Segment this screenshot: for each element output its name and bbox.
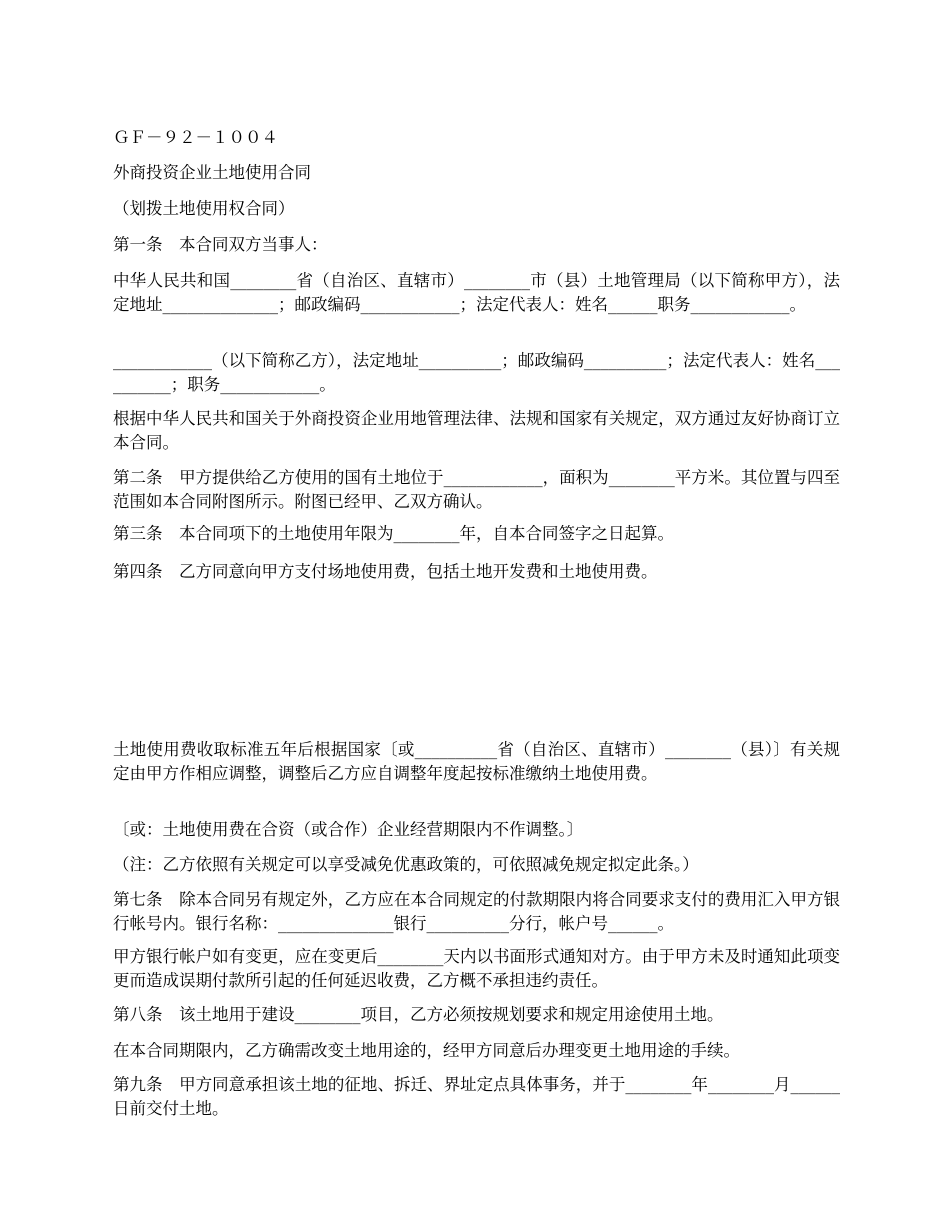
party-b-paragraph: ____________（以下简称乙方），法定地址__________；邮政编码__________；法定代表人：姓名__________；职务____________。 bbox=[113, 351, 840, 394]
bank-change-paragraph: 甲方银行帐户如有变更，应在变更后________天内以书面形式通知对方。由于甲方未及时通知此项变更而造成误期付款所引起的任何延迟收费，乙方概不承担违约责任。 bbox=[113, 947, 840, 990]
party-a-paragraph: 中华人民共和国________省（自治区、直辖市）________市（县）土地管理局（以下简称甲方），法定地址______________；邮政编码____________；法定代表人：姓名______职务____________。 bbox=[113, 271, 840, 314]
article-2-paragraph: 第二条 甲方提供给乙方使用的国有土地位于____________，面积为________平方米。其位置与四至范围如本合同附图所示。附图已经甲、乙双方确认。 bbox=[113, 468, 840, 511]
article-9-paragraph: 第九条 甲方同意承担该土地的征地、拆迁、界址定点具体事务，并于________年________月______日前交付土地。 bbox=[113, 1075, 840, 1118]
article-3-paragraph: 第三条 本合同项下的土地使用年限为________年，自本合同签字之日起算。 bbox=[113, 524, 674, 543]
article-1-heading: 第一条 本合同双方当事人： bbox=[113, 235, 328, 254]
note-paragraph: （注：乙方依照有关规定可以享受减免优惠政策的，可依照减免规定拟定此条。） bbox=[113, 855, 699, 874]
fee-no-adjustment-paragraph: 〔或：土地使用费在合资（或合作）企业经营期限内不作调整。〕 bbox=[113, 820, 584, 839]
land-use-change-paragraph: 在本合同期限内，乙方确需改变土地用途的，经甲方同意后办理变更土地用途的手续。 bbox=[113, 1041, 740, 1060]
article-8-paragraph: 第八条 该土地用于建设________项目，乙方必须按规划要求和规定用途使用土地。 bbox=[113, 1005, 724, 1024]
document-code: ＧＦ－９２－１００４ bbox=[113, 128, 278, 147]
fee-adjustment-paragraph: 土地使用费收取标准五年后根据国家〔或__________省（自治区、直辖市）________（县）〕有关规定由甲方作相应调整，调整后乙方应自调整年度起按标准缴纳土地使用费。 bbox=[113, 740, 840, 783]
document-subtitle: （划拨土地使用权合同） bbox=[113, 199, 295, 218]
article-4-paragraph: 第四条 乙方同意向甲方支付场地使用费，包括土地开发费和土地使用费。 bbox=[113, 562, 658, 581]
document-title: 外商投资企业土地使用合同 bbox=[113, 163, 311, 182]
preamble-paragraph: 根据中华人民共和国关于外商投资企业用地管理法律、法规和国家有关规定，双方通过友好协商订立本合同。 bbox=[113, 409, 840, 452]
article-7-paragraph: 第七条 除本合同另有规定外，乙方应在本合同规定的付款期限内将合同要求支付的费用汇入甲方银行帐号内。银行名称：______________银行__________分行，帐户号______。 bbox=[113, 890, 840, 933]
